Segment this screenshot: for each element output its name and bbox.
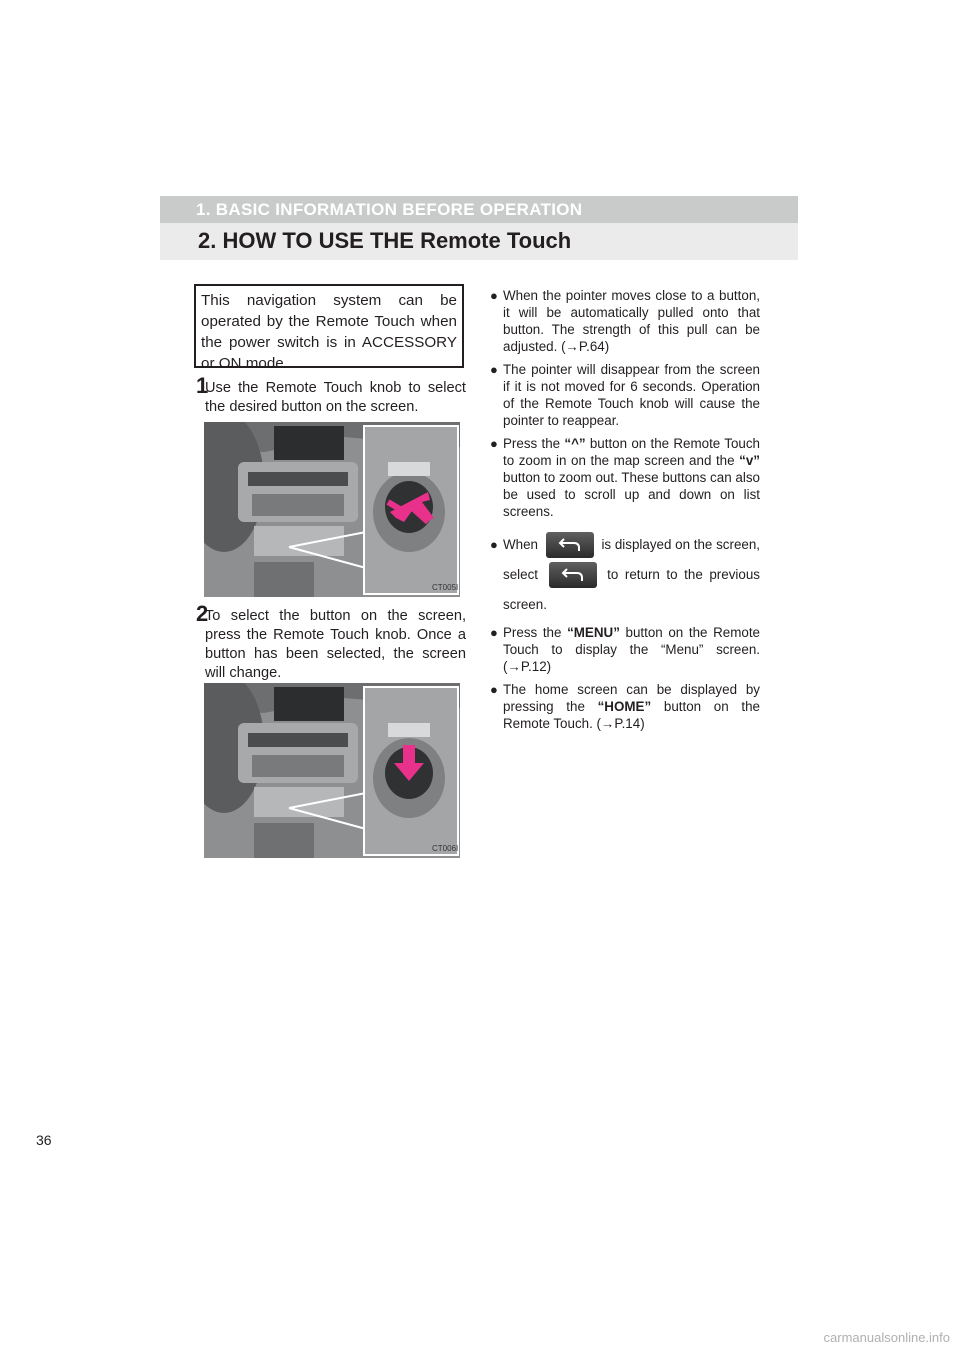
step-number: 1 bbox=[196, 373, 209, 398]
page-title: 2. HOW TO USE THE Remote Touch bbox=[198, 228, 572, 253]
filled-circle-icon: ● bbox=[490, 625, 498, 640]
step-text: To select the button on the screen, press the Remote Touch knob. Once a button has been selected, the screen will change. bbox=[205, 608, 466, 681]
back-button-image bbox=[546, 532, 594, 558]
filled-circle-icon: ● bbox=[490, 288, 498, 303]
back-arrow-icon bbox=[561, 566, 585, 584]
figure-code: CT005I bbox=[432, 583, 459, 592]
filled-circle-icon: ● bbox=[490, 436, 498, 451]
figure-remote-touch-select bbox=[204, 422, 460, 597]
filled-circle-icon: ● bbox=[490, 537, 498, 552]
back-button-image bbox=[549, 562, 597, 588]
intro-box bbox=[194, 284, 464, 372]
section-header bbox=[160, 196, 798, 223]
page-title-bar bbox=[160, 223, 798, 260]
step-2 bbox=[196, 601, 466, 683]
figure-code: CT006I bbox=[432, 844, 459, 853]
filled-circle-icon: ● bbox=[490, 682, 498, 697]
page-number: 36 bbox=[36, 1132, 52, 1148]
bullet-item: ● The home screen can be displayed by pressing the “HOME” button on the Remote Touch. (→P.14) bbox=[490, 682, 760, 731]
back-arrow-icon bbox=[558, 536, 582, 554]
step-text: Use the Remote Touch knob to select the desired button on the screen. bbox=[205, 380, 466, 415]
step-1 bbox=[196, 373, 466, 417]
figure-remote-touch-press bbox=[204, 683, 460, 858]
bullet-item: ● When the pointer moves close to a button, it will be automatically pulled onto that button. The strength of this pull can be adjusted. (→P.64) bbox=[490, 288, 760, 354]
filled-circle-icon: ● bbox=[490, 362, 498, 377]
section-title: 1. BASIC INFORMATION BEFORE OPERATION bbox=[196, 200, 583, 219]
step-number: 2 bbox=[196, 601, 209, 626]
bullet-item: ● The pointer will disappear from the screen if it is not moved for 6 seconds. Operation of the Remote Touch knob will cause the pointer to reappear. bbox=[490, 362, 760, 428]
bullet-list bbox=[490, 287, 760, 732]
bullet-item: ● Press the “MENU” button on the Remote Touch to display the “Menu” screen. (→P.12) bbox=[490, 625, 760, 674]
bullet-item: ● Press the “^” button on the Remote Touch to zoom in on the map screen and the “v” button to zoom out. These buttons can also be used to scroll up and down on list screens. bbox=[490, 436, 761, 519]
watermark: carmanualsonline.info bbox=[823, 1330, 950, 1345]
intro-text: This navigation system can be operated by the Remote Touch when the power switch is in ACCESSORY or ON mode. bbox=[201, 292, 457, 372]
bullet-item: ● When is displayed on the screen, select to return to the previous screen. bbox=[490, 530, 760, 620]
